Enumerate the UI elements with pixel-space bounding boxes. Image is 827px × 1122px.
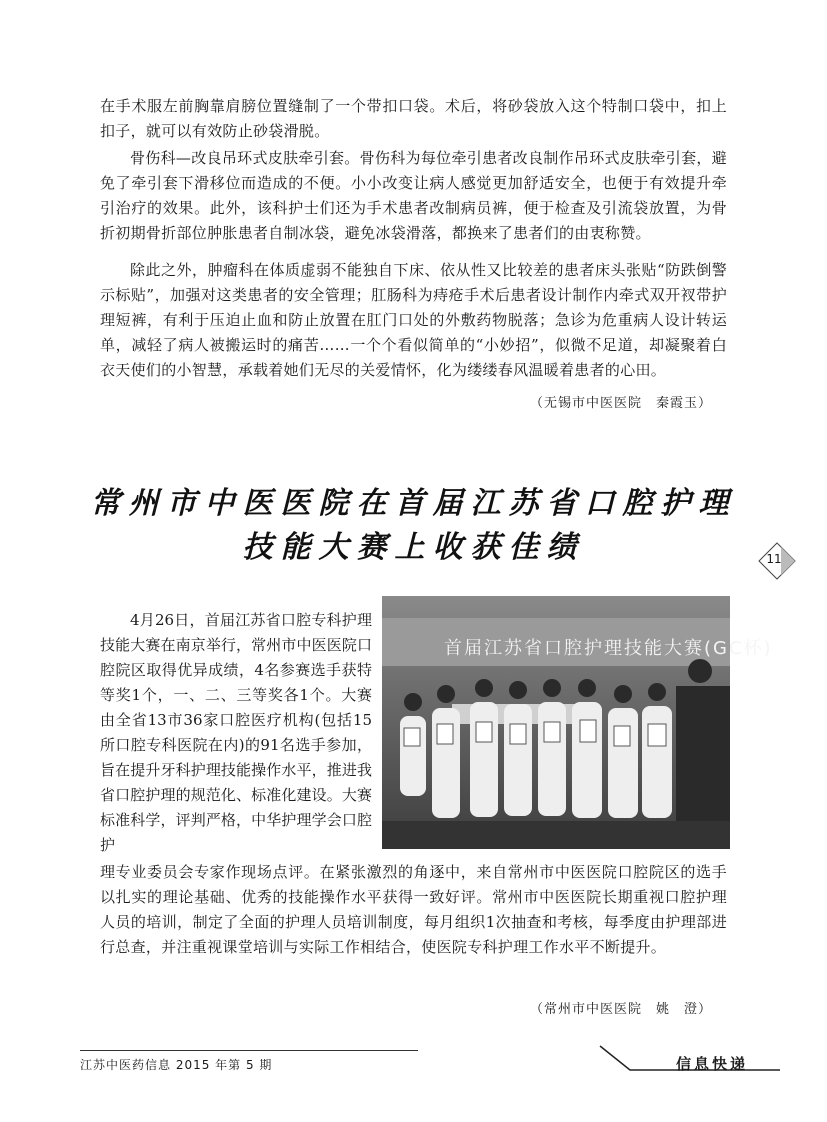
award-group-photo	[382, 596, 773, 849]
article-full-text: 理专业委员会专家作现场点评。在紧张激烈的角逐中，来自常州市中医医院口腔院区的选手以扎实的理论基础、优秀的技能操作水平获得一致好评。常州市中医医院长期重视口腔护理人员的培训，制定了全面的护理人员培训制度，每月组织1次抽查和考核，每季度由护理部进行总查，并注重视课堂培训与实际工作相结合，使医院专科护理工作水平不断提升。	[100, 863, 727, 956]
photo-banner-text: 首届江苏省口腔护理技能大赛(GC杯)	[444, 638, 773, 659]
paragraph-3: 除此之外，肿瘤科在体质虚弱不能独自下床、依从性又比较差的患者床头张贴“防跌倒警示标贴”，加强对这类患者的安全管理；肛肠科为痔疮手术后患者设计制作内牵式双开衩带护理短裤，有利于压迫止血和防止放置在肛门口处的外敷药物脱落；急诊为危重病人设计转运单，减轻了病人被搬运时的痛苦……一个个看似简单的“小妙招”，似微不足道，却凝聚着白衣天使们的小智慧，承载着她们无尽的关爱情怀，化为缕缕春风温暖着患者的心田。	[100, 261, 727, 379]
article-column-text: 4月26日，首届江苏省口腔专科护理技能大赛在南京举行，常州市中医医院口腔院区取得优异成绩，4名参赛选手获特等奖1个，一、二、三等奖各1个。大赛由全省13市36家口腔医疗机构(包括15所口腔专科医院在内)的91名选手参加，旨在提升牙科护理技能操作水平，推进我省口腔护理的规范化、标准化建设。大赛标准科学，评判严格，中华护理学会口腔护	[100, 611, 372, 854]
article-title-line1: 常州市中医医院在首届江苏省口腔护理	[90, 486, 737, 521]
section-name: 信息快递	[676, 1055, 749, 1073]
paragraph-2: 骨伤科—改良吊环式皮肤牵引套。骨伤科为每位牵引患者改良制作吊环式皮肤牵引套，避免了牵引套下滑移位而造成的不便。小小改变让病人感觉更加舒适安全，也便于有效提升牵引治疗的效果。此外，该科护士们还为手术患者改制病员裤，便于检查及引流袋放置，为骨折初期骨折部位肿胀患者自制冰袋，避免冰袋滑落，都换来了患者们的由衷称赞。	[100, 149, 727, 242]
journal-issue: 江苏中医药信息 2015 年第 5 期	[80, 1058, 273, 1072]
article-title-line2: 技能大赛上收获佳绩	[242, 530, 585, 565]
paragraph-1: 在手术服左前胸靠肩膀位置缝制了一个带扣口袋。术后，将砂袋放入这个特制口袋中，扣上扣子，就可以有效防止砂袋滑脱。	[100, 97, 727, 140]
page-number: 11	[766, 552, 782, 566]
byline-article: （常州市中医医院 姚 澄）	[530, 1002, 713, 1017]
footer-rule	[80, 1050, 418, 1051]
byline-top: （无锡市中医医院 秦霞玉）	[530, 396, 713, 411]
